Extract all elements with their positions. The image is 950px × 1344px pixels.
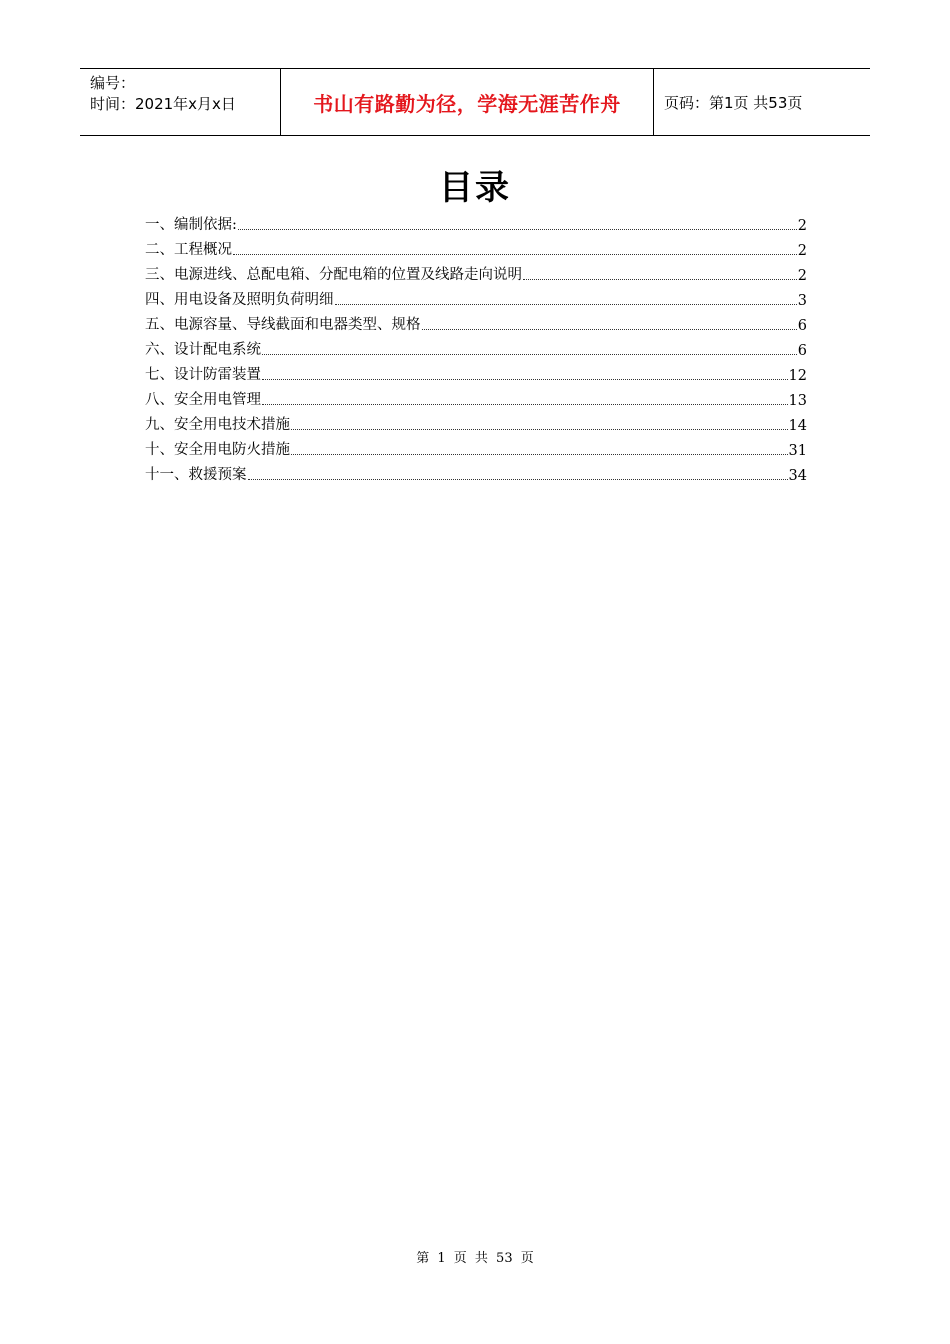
toc-entry[interactable] [145,359,807,384]
toc-entry[interactable] [145,384,807,409]
date-label: 时间：2021年x月x日 [90,95,236,113]
toc-entry-title: 一、编制依据: [145,217,237,233]
toc-entry-title: 七、设计防雷装置 [145,367,261,383]
table-of-contents [145,209,807,484]
toc-entry[interactable] [145,434,807,459]
toc-entry[interactable] [145,209,807,234]
toc-entry-page-number: 2 [797,218,807,234]
toc-entry-page-number: 12 [788,368,807,384]
toc-entry-title: 十、安全用电防火措施 [145,442,290,458]
toc-entry-page-number: 34 [788,468,807,484]
toc-entry-page-number: 14 [788,418,807,434]
toc-leader-dots [262,379,788,380]
toc-entry[interactable] [145,459,807,484]
toc-entry[interactable] [145,234,807,259]
header-motto: 书山有路勤为径，学海无涯苦作舟 [281,69,654,135]
toc-entry-page-number: 6 [797,318,807,334]
toc-entry[interactable] [145,284,807,309]
number-label: 编号： [90,74,136,92]
toc-leader-dots [262,354,797,355]
toc-entry-page-number: 3 [797,293,807,309]
toc-entry-title: 十一、救援预案 [145,467,247,483]
toc-entry-title: 五、电源容量、导线截面和电器类型、规格 [145,317,421,333]
header-page-info: 页码：第1页 共53页 [664,93,803,112]
toc-entry-title: 八、安全用电管理 [145,392,261,408]
page-footer: 第 1 页 共 53 页 [416,1251,534,1266]
toc-entry-title: 四、用电设备及照明负荷明细 [145,292,334,308]
toc-entry-page-number: 6 [797,343,807,359]
toc-leader-dots [291,454,788,455]
header-meta [80,69,281,135]
toc-entry-page-number: 31 [788,443,807,459]
toc-entry-title: 二、工程概况 [145,242,232,258]
toc-entry-title: 六、设计配电系统 [145,342,261,358]
toc-leader-dots [422,329,797,330]
toc-leader-dots [233,254,797,255]
toc-entry-title: 九、安全用电技术措施 [145,417,290,433]
toc-leader-dots [291,429,788,430]
toc-entry-page-number: 2 [797,243,807,259]
toc-entry[interactable] [145,334,807,359]
toc-leader-dots [238,229,797,230]
toc-entry-page-number: 2 [797,268,807,284]
toc-entry-title: 三、电源进线、总配电箱、分配电箱的位置及线路走向说明 [145,267,522,283]
toc-leader-dots [262,404,788,405]
page-title: 目录 [439,168,511,208]
document-header [80,68,870,136]
toc-entry[interactable] [145,409,807,434]
toc-entry-page-number: 13 [788,393,807,409]
toc-entry[interactable] [145,259,807,284]
toc-leader-dots [523,279,797,280]
toc-leader-dots [335,304,797,305]
toc-entry[interactable] [145,309,807,334]
toc-leader-dots [248,479,788,480]
